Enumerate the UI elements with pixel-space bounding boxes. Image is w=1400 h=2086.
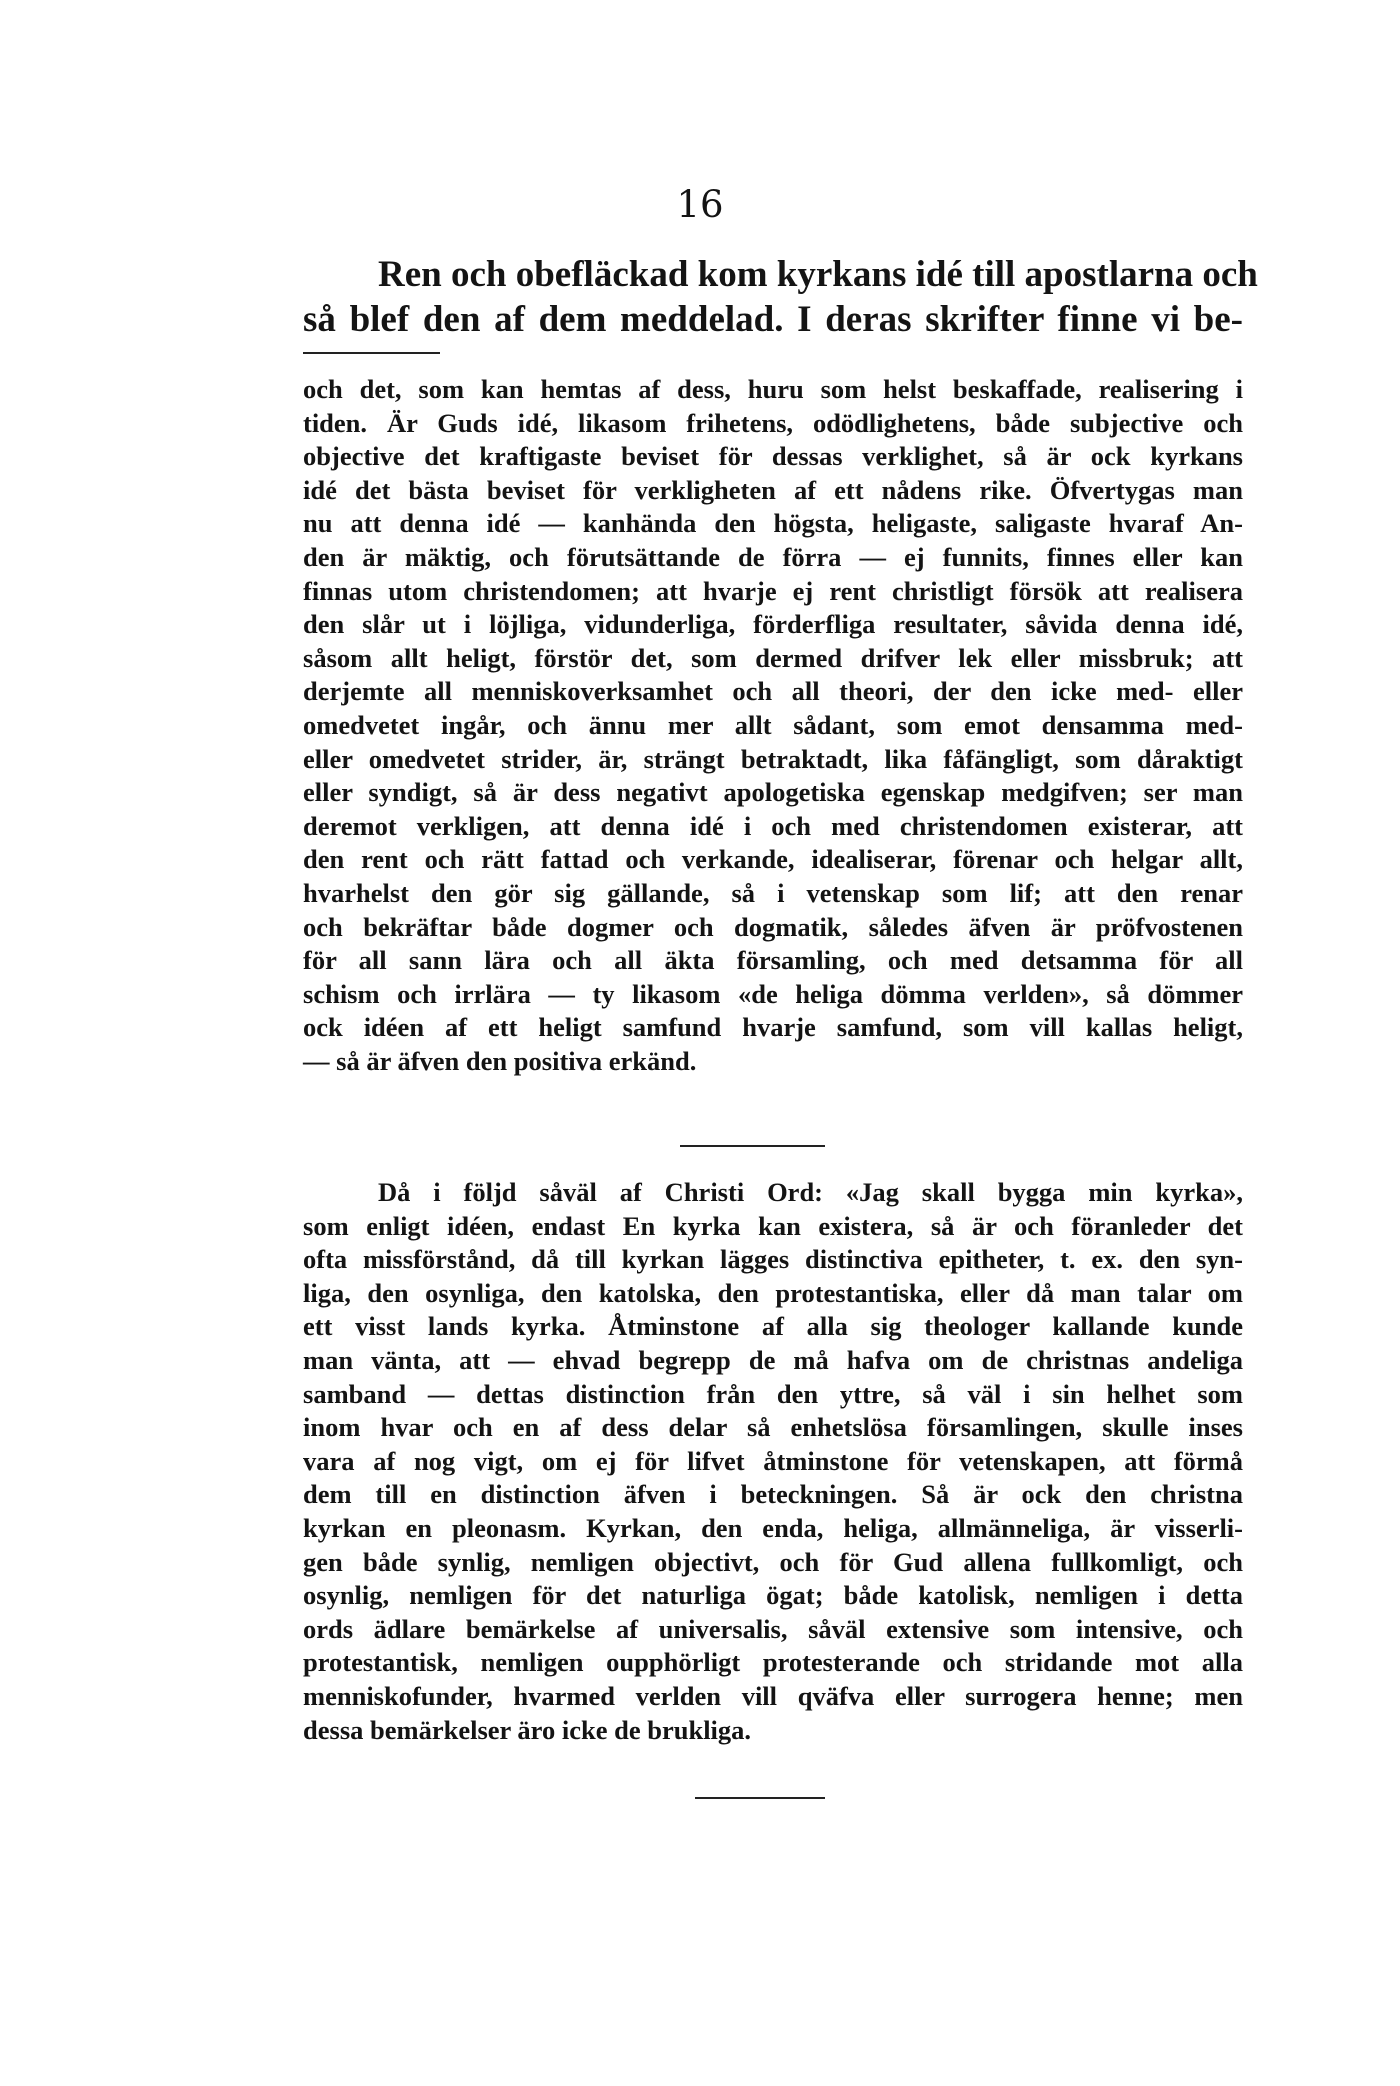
- footnote-line: hvarhelst den gör sig gällande, så i vetenskap som lif; att den renar: [303, 877, 1243, 908]
- footnote-line: idé det bästa beviset för verkligheten af ett nådens rike. Öfvertygas man: [303, 474, 1243, 505]
- text-line: gen både synlig, nemligen objectivt, och för Gud allena fullkomligt, och: [303, 1546, 1243, 1577]
- text-line: Då i följd såväl af Christi Ord: «Jag skall bygga min kyrka»,: [378, 1177, 1243, 1207]
- text-line: kyrkan en pleonasm. Kyrkan, den enda, heliga, allmänneliga, är visserli-: [303, 1512, 1243, 1543]
- text-line: ofta missförstånd, då till kyrkan lägges distinctiva epitheter, t. ex. den syn-: [303, 1244, 1243, 1275]
- footnote-line: omedvetet ingår, och ännu mer allt sådant, som emot densamma med-: [303, 709, 1243, 740]
- footnote-line: — så är äfven den positiva erkänd.: [303, 1045, 697, 1076]
- footnote-line: eller syndigt, så är dess negativt apologetiska egenskap medgifven; ser man: [303, 777, 1243, 808]
- text-line: ett visst lands kyrka. Åtminstone af alla sig theologer kallande kunde: [303, 1311, 1243, 1342]
- footnote-line: den är mäktig, och förutsättande de förra — ej funnits, finnes eller kan: [303, 541, 1243, 572]
- footnote-line: den rent och rätt fattad och verkande, idealiserar, förenar och helgar allt,: [303, 844, 1243, 875]
- text-line: Ren och obefläckad kom kyrkans idé till apostlarna och: [378, 254, 1258, 295]
- footnote-line: finnas utom christendomen; att hvarje ej rent christligt försök att realisera: [303, 575, 1243, 606]
- footnote-rule: [303, 352, 440, 354]
- paragraph-end-rule: [695, 1797, 825, 1799]
- footnote-line: och bekräftar både dogmer och dogmatik, således äfven är pröfvostenen: [303, 911, 1243, 942]
- footnote-line: objective det kraftigaste beviset för dessas verklighet, så är ock kyrkans: [303, 441, 1243, 472]
- text-line: ords ädlare bemärkelse af universalis, såväl extensive som intensive, och: [303, 1613, 1243, 1644]
- footnote-line: nu att denna idé — kanhända den högsta, heligaste, saligaste hvaraf An-: [303, 508, 1243, 539]
- footnote-line: den slår ut i löjliga, vidunderliga, förderfliga resultater, såvida denna idé,: [303, 609, 1243, 640]
- footnote-line: för all sann lära och all äkta församling, och med detsamma för all: [303, 945, 1243, 976]
- text-line: osynlig, nemligen för det naturliga ögat; både katolisk, nemligen i detta: [303, 1580, 1243, 1611]
- text-line: man vänta, att — ehvad begrepp de må hafva om de christnas andeliga: [303, 1344, 1243, 1375]
- text-line: menniskofunder, hvarmed verlden vill qväfva eller surrogera henne; men: [303, 1680, 1243, 1711]
- footnote-line: deremot verkligen, att denna idé i och med christendomen existerar, att: [303, 810, 1243, 841]
- text-line: så blef den af dem meddelad. I deras skrifter finne vi be-: [303, 299, 1243, 340]
- footnote-line: ock idéen af ett heligt samfund hvarje samfund, som vill kallas heligt,: [303, 1012, 1243, 1043]
- page-number: 16: [676, 183, 724, 226]
- text-line: samband — dettas distinction från den yttre, så väl i sin helhet som: [303, 1378, 1243, 1409]
- footnote-line: tiden. Är Guds idé, likasom frihetens, odödlighetens, både subjective och: [303, 407, 1243, 438]
- footnote-line: eller omedvetet strider, är, strängt betraktadt, lika fåfängligt, som dåraktigt: [303, 743, 1243, 774]
- text-line: liga, den osynliga, den katolska, den protestantiska, eller då man talar om: [303, 1277, 1243, 1308]
- text-line: dessa bemärkelser äro icke de brukliga.: [303, 1714, 752, 1745]
- text-line: vara af nog vigt, om ej för lifvet åtminstone för vetenskapen, att förmå: [303, 1445, 1243, 1476]
- paragraph: [303, 1176, 1243, 1747]
- text-line: dem till en distinction äfven i beteckningen. Så är ock den christna: [303, 1479, 1243, 1510]
- text-line: inom hvar och en af dess delar så enhetslösa församlingen, skulle inses: [303, 1412, 1243, 1443]
- text-line: protestantisk, nemligen oupphörligt protesterande och stridande mot alla: [303, 1647, 1243, 1678]
- main-text: [303, 252, 1258, 342]
- footnote: [303, 373, 1243, 1078]
- footnote-line: schism och irrlära — ty likasom «de heliga dömma verlden», så dömmer: [303, 978, 1243, 1009]
- footnote-line: såsom allt heligt, förstör det, som dermed drifver lek eller missbruk; att: [303, 642, 1243, 673]
- footnote-line: och det, som kan hemtas af dess, huru som helst beskaffade, realisering i: [303, 374, 1243, 404]
- footnote-line: derjemte all menniskoverksamhet och all theori, der den icke med- eller: [303, 676, 1243, 707]
- footnote-end-rule: [680, 1145, 825, 1147]
- text-line: som enligt idéen, endast En kyrka kan existera, så är och föranleder det: [303, 1210, 1243, 1241]
